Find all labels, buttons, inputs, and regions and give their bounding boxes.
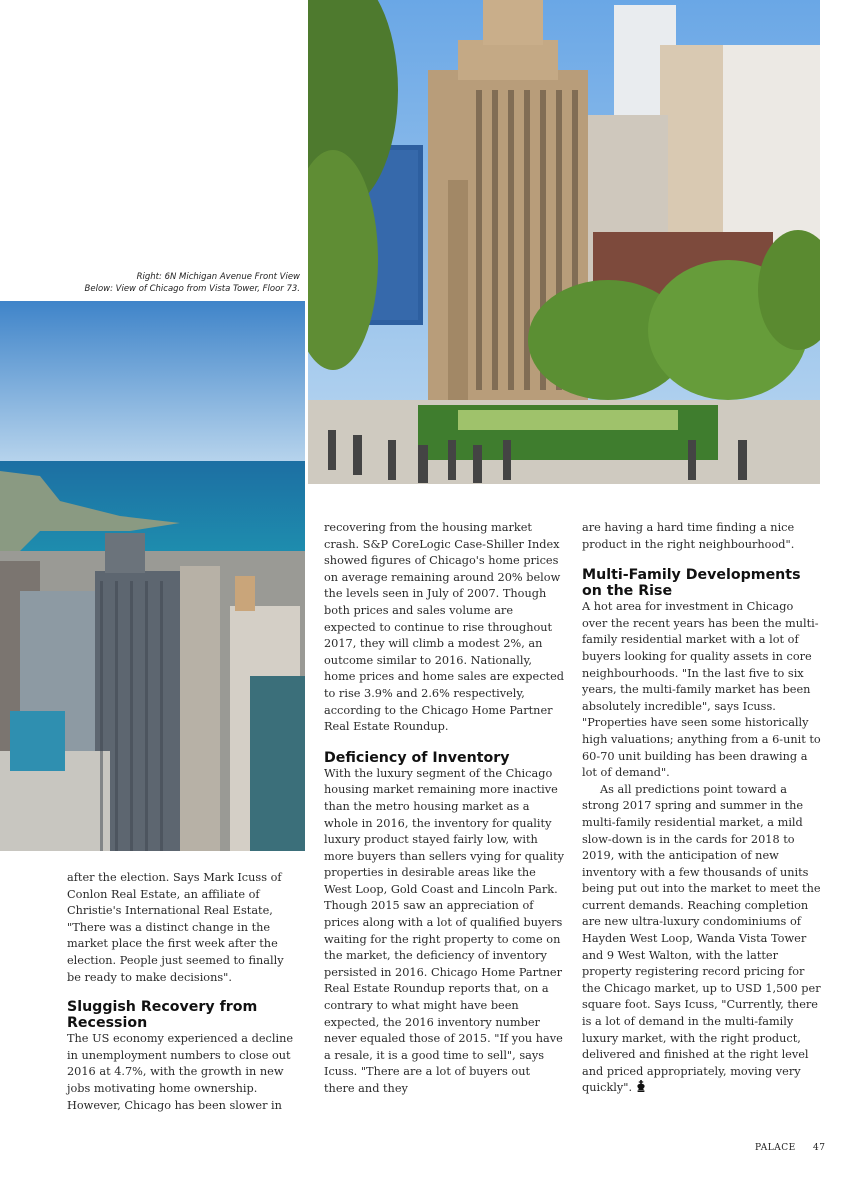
- caption-line-1: Right: 6N Michigan Avenue Front View: [136, 272, 300, 282]
- magazine-name: PALACE: [755, 1143, 796, 1153]
- body-paragraph: [582, 782, 822, 1097]
- article-column-1: [67, 870, 299, 1114]
- section-heading: Sluggish Recovery from Recession: [67, 999, 258, 1032]
- section-heading: Deficiency of Inventory: [324, 749, 510, 766]
- page-number: 47: [813, 1143, 826, 1153]
- body-paragraph: after the election. Says Mark Icuss of Conlon Real Estate, an affiliate of Christie's International Real Estate, "There was a distinct change in the market place the first week after the election. People just seemed to finally be ready to make decisions".: [67, 871, 284, 984]
- body-paragraph: A hot area for investment in Chicago over the recent years has been the multi-family residential market with a lot of buyers looking for quality assets in core neighbourhoods. "In the last five to six years, the multi-family market has been absolutely incredible", says Icuss. "Properties have seen some historically high valuations; anything from a 6-unit to 60-70 unit building has been drawing a lot of demand".: [582, 600, 821, 780]
- section-heading: Multi-Family Developments on the Rise: [582, 567, 801, 600]
- photo-caption: [20, 271, 300, 295]
- chess-king-icon: [635, 1080, 647, 1092]
- body-paragraph: recovering from the housing market crash. S&P CoreLogic Case-Shiller Index showed figures of Chicago's home prices on average remaining around 20% below the levels seen in July of 2007. Though both prices and sales volume are expected to continue to rise throughout 2017, they will climb a modest 2%, an outcome similar to 2016. Nationally, home prices and home sales are expected to rise 3.9% and 2.6% respectively, according to the Chicago Home Partner Real Estate Roundup.: [324, 521, 564, 734]
- vista-tower-view-photo: [0, 301, 305, 851]
- body-paragraph-text: As all predictions point toward a strong 2017 spring and summer in the multi-family residential market, a mild slow-down is in the cards for 2018 to 2019, with the anticipation of new inventory with a few thousands of units being put out into the market to meet the current demands. Reaching completion are new ultra-luxury condominiums of Hayden West Loop, Wanda Vista Tower and 9 West Walton, with the latter property registering record pricing for the Chicago market, up to USD 1,500 per square foot. Says Icuss, "Currently, there is a lot of demand in the multi-family luxury market, with the right product, delivered and finished at the right level and priced appropriately, moving very quickly".: [582, 782, 821, 1095]
- article-column-3: [582, 520, 822, 1097]
- body-paragraph: With the luxury segment of the Chicago housing market remaining more inactive than the metro housing market as a whole in 2016, the inventory for quality luxury product stayed fairly low, with more buyers than sellers vying for quality properties in desirable areas like the West Loop, Gold Coast and Lincoln Park. Though 2015 saw an appreciation of prices along with a lot of qualified buyers waiting for the right property to come on the market, the deficiency of inventory persisted in 2016. Chicago Home Partner Real Estate Roundup reports that, on a contrary to what might have been expected, the 2016 inventory number never equaled those of 2015. "If you have a resale, it is a good time to sell", says Icuss. "There are a lot of buyers out there and they: [324, 766, 564, 1095]
- caption-line-2: Below: View of Chicago from Vista Tower, Floor 73.: [84, 284, 300, 294]
- body-paragraph: are having a hard time finding a nice product in the right neighbourhood".: [582, 521, 795, 551]
- michigan-avenue-photo: [308, 0, 820, 484]
- body-paragraph: The US economy experienced a decline in unemployment numbers to close out 2016 at 4.7%, with the growth in new jobs motivating home ownership. However, Chicago has been slower in: [67, 1032, 294, 1112]
- article-column-2: [324, 520, 564, 1098]
